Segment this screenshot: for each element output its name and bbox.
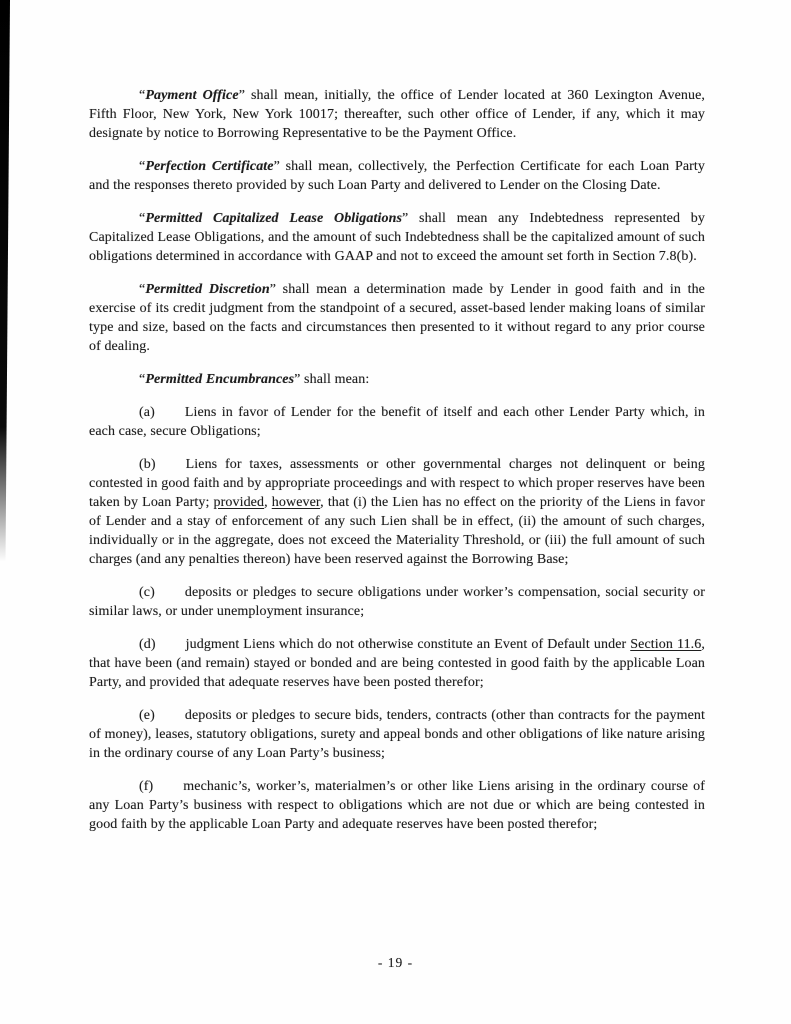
body-text: ” shall mean any Indebtedness represented by Capitalized Lease Obligations, and the amount of such Indebtedness shall be the capitalized amount of such obligations determined in accordance with GAAP and not to exceed the amount set forth in Section 7.8(b).: [89, 211, 705, 264]
defined-term: Permitted Encumbrances: [145, 372, 295, 387]
body-text: “: [139, 282, 146, 297]
defined-term: Permitted Capitalized Lease Obligations: [145, 211, 402, 226]
body-text: “: [139, 159, 146, 174]
list-item-label: (f): [139, 779, 154, 794]
list-item-paragraph: [89, 706, 705, 763]
defined-term: Perfection Certificate: [145, 159, 274, 174]
body-text: , that have been (and remain) stayed or bonded and are being contested in good faith by the applicable Loan Party, and provided that adequate reserves have been posted therefor;: [89, 637, 705, 690]
list-item-label: (b): [139, 457, 156, 472]
body-text: Liens for taxes, assessments or other governmental charges not delinquent or being contested in good faith and by appropriate proceedings and with respect to which proper reserves have been taken by Loan Party;: [89, 457, 705, 510]
underlined-reference: Section 11.6: [630, 637, 702, 652]
body-text: “: [139, 372, 146, 387]
body-text: , that (i) the Lien has no effect on the priority of the Liens in favor of Lender and a stay of enforcement of any such Lien shall be in effect, (ii) the amount of such charges, individually or in the aggregate, does not exceed the Materiality Threshold, or (iii) the full amount of such charges (and any penalties thereon) have been reserved against the Borrowing Base;: [89, 495, 706, 567]
body-text: ,: [264, 495, 272, 510]
list-item-paragraph: [89, 635, 705, 692]
body-text: ” shall mean:: [294, 372, 370, 387]
body-text: mechanic’s, worker’s, materialmen’s or other like Liens arising in the ordinary course of any Loan Party’s business with respect to obligations which are not due or which are being contested in good faith by the applicable Loan Party and adequate reserves have been posted therefor;: [89, 779, 705, 832]
body-text: deposits or pledges to secure bids, tenders, contracts (other than contracts for the payment of money), leases, statutory obligations, surety and appeal bonds and other obligations of like nature arising in the ordinary course of any Loan Party’s business;: [89, 708, 705, 761]
document-body: [89, 86, 705, 848]
scan-edge-artifact: [0, 0, 10, 562]
definition-paragraph: [89, 280, 705, 356]
list-item-paragraph: [89, 777, 705, 834]
list-item-label: (a): [139, 405, 155, 420]
definition-paragraph: [89, 86, 705, 143]
list-item-label: (e): [139, 708, 155, 723]
body-text: ” shall mean, initially, the office of Lender located at 360 Lexington Avenue, Fifth Floor, New York, New York 10017; thereafter, such other office of Lender, if any, which it may designate by notice to Borrowing Representative to be the Payment Office.: [89, 88, 705, 141]
list-item-paragraph: [89, 403, 705, 441]
list-item-paragraph: [89, 455, 705, 569]
list-item-label: (d): [139, 637, 156, 652]
body-text: “: [139, 211, 146, 226]
underlined-reference: however: [271, 495, 321, 510]
body-text: ” shall mean, collectively, the Perfection Certificate for each Loan Party and the responses thereto provided by such Loan Party and delivered to Lender on the Closing Date.: [89, 159, 705, 193]
page-number: - 19 -: [377, 955, 414, 970]
body-text: Liens in favor of Lender for the benefit of itself and each other Lender Party which, in each case, secure Obligations;: [89, 405, 705, 439]
list-item-label: (c): [139, 585, 155, 600]
underlined-reference: provided: [213, 495, 265, 510]
body-text: deposits or pledges to secure obligations under worker’s compensation, social security or similar laws, or under unemployment insurance;: [89, 585, 705, 619]
defined-term: Payment Office: [145, 88, 239, 103]
body-text: ” shall mean a determination made by Lender in good faith and in the exercise of its credit judgment from the standpoint of a secured, asset-based lender making loans of similar type and size, based on the facts and circumstances then presented to it without regard to any prior course of dealing.: [89, 282, 705, 354]
definition-paragraph: [89, 157, 705, 195]
definition-paragraph: [89, 209, 705, 266]
defined-term: Permitted Discretion: [145, 282, 270, 297]
body-text: judgment Liens which do not otherwise constitute an Event of Default under: [185, 637, 631, 652]
list-item-paragraph: [89, 583, 705, 621]
body-text: “: [139, 88, 146, 103]
definition-paragraph: [89, 370, 705, 389]
